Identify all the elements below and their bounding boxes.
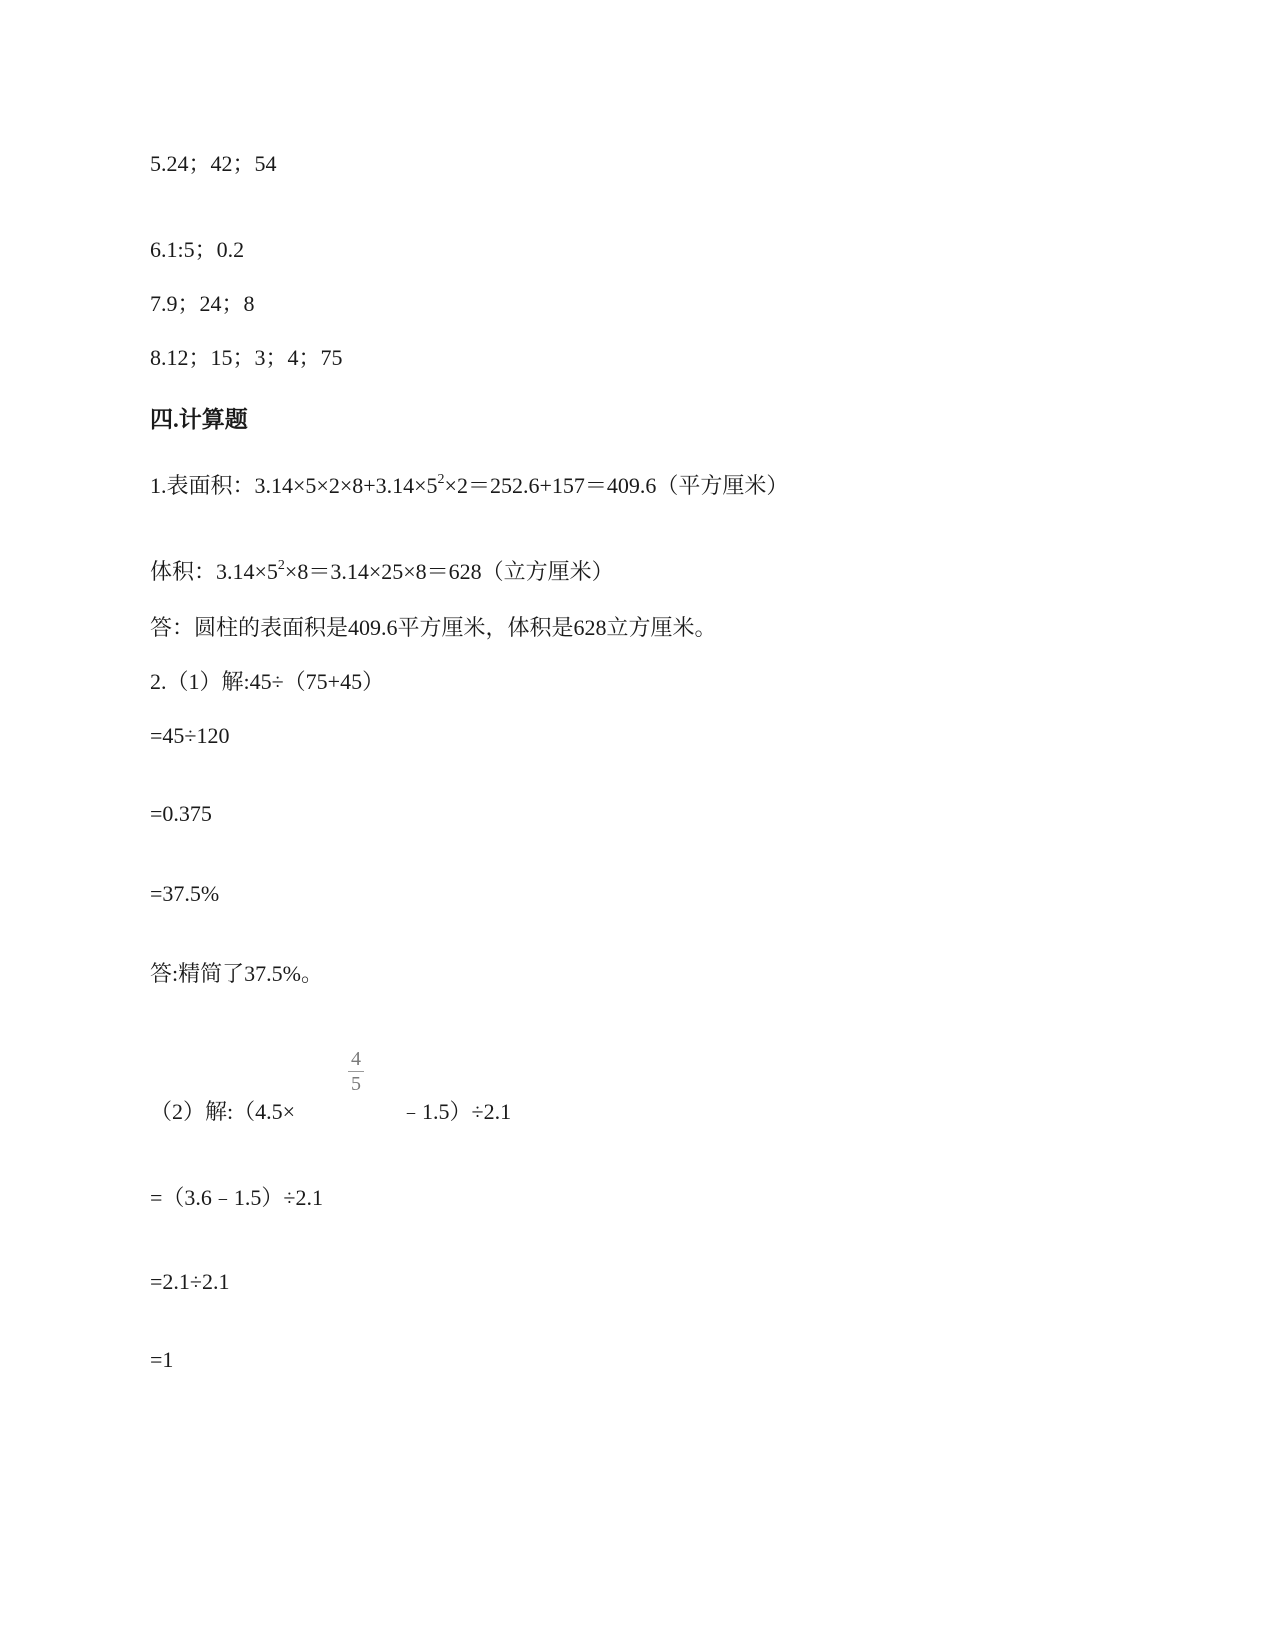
volume-text-b: ×8＝3.14×25×8＝628（立方厘米）	[284, 559, 614, 584]
fraction-denominator: 5	[351, 1073, 361, 1095]
surface-area-text-b: ×2＝252.6+157＝409.6（平方厘米）	[444, 473, 789, 498]
fraction-numerator: 4	[351, 1048, 361, 1070]
answer-line-8: 8.12；15；3；4；75	[150, 345, 343, 370]
calc2-part1-answer: 答:精简了37.5%。	[150, 961, 323, 986]
volume-text-a: 体积：3.14×5	[150, 559, 278, 584]
fraction-bar	[348, 1071, 364, 1072]
calc2-part2-line3: =2.1÷2.1	[150, 1269, 230, 1294]
surface-area-exponent: 2	[437, 471, 445, 487]
answer-line-5: 5.24；42；54	[150, 151, 277, 176]
calc2-part2-line1-a: （2）解:（4.5×	[150, 1099, 296, 1124]
section-heading: 四.计算题	[150, 407, 248, 432]
answer-line-7: 7.9；24；8	[150, 291, 255, 316]
calc1-answer: 答：圆柱的表面积是409.6平方厘米，体积是628立方厘米。	[150, 615, 717, 640]
volume-exponent: 2	[277, 557, 285, 573]
calc2-part2-line4: =1	[150, 1347, 174, 1372]
calc2-part2-line1-b: ﹣1.5）÷2.1	[400, 1099, 512, 1124]
surface-area-line	[150, 472, 788, 500]
calc2-part1-line4: =37.5%	[150, 881, 220, 906]
surface-area-text-a: 1.表面积：3.14×5×2×8+3.14×5	[150, 473, 438, 498]
calc2-part2-line2: =（3.6﹣1.5）÷2.1	[150, 1185, 323, 1210]
fraction-four-fifths	[345, 1048, 367, 1095]
volume-line	[150, 558, 614, 586]
calc2-part1-line2: =45÷120	[150, 723, 230, 748]
calc2-part1-line3: =0.375	[150, 801, 212, 826]
answer-line-6: 6.1:5；0.2	[150, 237, 245, 262]
calc2-part1-line1: 2.（1）解:45÷（75+45）	[150, 669, 385, 694]
